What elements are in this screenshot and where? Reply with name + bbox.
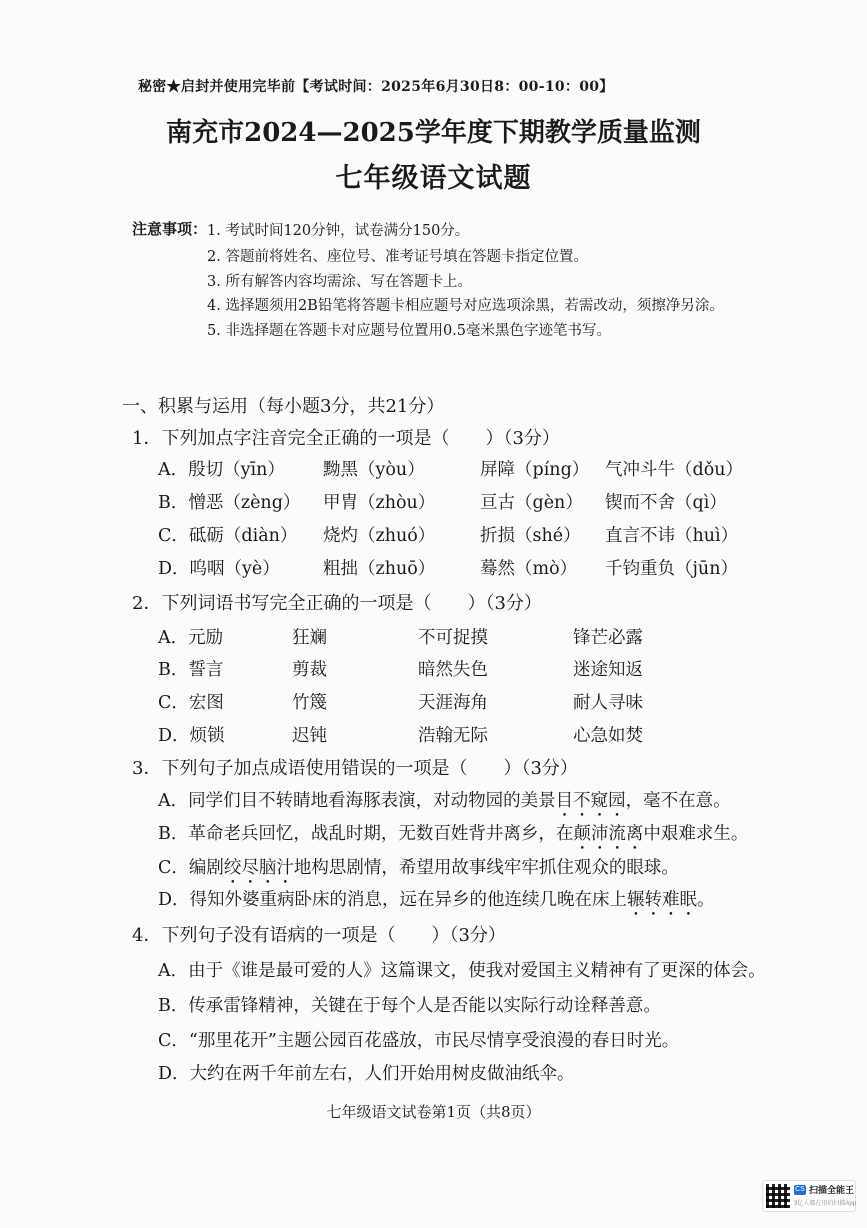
q4-option-b: B．传承雷锋精神，关键在于每个人是否能以实际行动诠释善意。 bbox=[158, 996, 661, 1016]
notice-item: 3. 所有解答内容均需涂、写在答题卡上。 bbox=[207, 274, 472, 290]
q4-option-a: A．由于《谁是最可爱的人》这篇课文，使我对爱国主义精神有了更深的体会。 bbox=[158, 961, 766, 981]
q2-c-1: C．宏图 bbox=[158, 693, 224, 713]
q4-option-c: C．“那里花开”主题公园百花盛放，市民尽情享受浪漫的春日时光。 bbox=[158, 1031, 680, 1051]
q2-a-3: 不可捉摸 bbox=[418, 628, 488, 648]
q2-a-4: 锋芒必露 bbox=[573, 628, 643, 648]
q3-a-text: A．同学们目不转睛地看海豚表演，对动物园的美景 bbox=[158, 791, 556, 811]
q1-c-1: C．砥砺（diàn） bbox=[158, 526, 298, 546]
q1-d-3: 蓦然（mò） bbox=[480, 559, 578, 579]
q2-d-3: 浩翰无际 bbox=[418, 726, 488, 746]
question-1-stem: 1．下列加点字注音完全正确的一项是（ ）（3分） bbox=[132, 428, 560, 449]
q3-option-b bbox=[158, 820, 748, 854]
q4-option-d: D．大约在两千年前左右，人们开始用树皮做油纸伞。 bbox=[158, 1064, 575, 1084]
q3-a-idiom: 目不窥园 bbox=[555, 791, 626, 811]
q2-b-2: 剪裁 bbox=[292, 660, 327, 680]
question-3-stem: 3．下列句子加点成语使用错误的一项是（ ）（3分） bbox=[132, 758, 578, 779]
q3-b-text-end: 中艰难求生。 bbox=[643, 824, 749, 844]
section-heading: 一、积累与运用（每小题3分，共21分） bbox=[122, 396, 445, 417]
question-2-stem: 2．下列词语书写完全正确的一项是（ ）（3分） bbox=[132, 593, 542, 614]
q3-d-idiom: 辗转难眠 bbox=[627, 890, 698, 910]
scanner-app-tagline: 3亿人都在用的扫描App bbox=[794, 1201, 857, 1207]
q2-d-2: 迟钝 bbox=[292, 726, 327, 746]
qr-code-icon bbox=[766, 1184, 790, 1208]
q1-c-2: 烧灼（zhuó） bbox=[323, 526, 436, 546]
q2-a-1: A．元励 bbox=[158, 628, 224, 648]
q3-b-idiom: 颠沛流离 bbox=[573, 824, 644, 844]
q3-option-a bbox=[158, 787, 731, 821]
exam-subtitle: 七年级语文试题 bbox=[335, 163, 532, 194]
q3-a-text-end: ，毫不在意。 bbox=[625, 791, 731, 811]
q1-c-4: 直言不讳（huì） bbox=[605, 526, 739, 546]
notice-label: 注意事项： bbox=[132, 220, 208, 238]
q3-b-text: B．革命老兵回忆，战乱时期，无数百姓背井离乡，在 bbox=[158, 824, 574, 844]
cs-logo-icon: CS bbox=[795, 1186, 805, 1193]
q1-b-4: 锲而不舍（qì） bbox=[605, 493, 727, 513]
confidential-header: 秘密★启封并使用完毕前【考试时间：2025年6月30日8：00-10：00】 bbox=[138, 79, 614, 95]
q2-c-2: 竹篾 bbox=[292, 693, 327, 713]
q2-b-3: 暗然失色 bbox=[418, 660, 488, 680]
notice-item: 1. 考试时间120分钟，试卷满分150分。 bbox=[207, 223, 470, 239]
q1-a-1: A．殷切（yīn） bbox=[158, 460, 285, 480]
q2-c-3: 天涯海角 bbox=[418, 693, 488, 713]
notice-item: 2. 答题前将姓名、座位号、准考证号填在答题卡指定位置。 bbox=[207, 249, 588, 265]
q1-a-3: 屏障（píng） bbox=[480, 460, 590, 480]
q2-a-2: 狂斓 bbox=[292, 628, 327, 648]
q3-d-text-end: 。 bbox=[697, 890, 715, 910]
q1-b-3: 亘古（gèn） bbox=[480, 493, 583, 513]
q3-c-idiom: 绞尽脑汁 bbox=[223, 858, 294, 878]
q2-c-4: 耐人寻味 bbox=[573, 693, 643, 713]
notice-item: 4. 选择题须用2B铅笔将答题卡相应题号对应选项涂黑，若需改动，须擦净另涂。 bbox=[207, 298, 724, 314]
q1-a-4: 气冲斗牛（dǒu） bbox=[605, 460, 744, 480]
q1-c-3: 折损（shé） bbox=[480, 526, 581, 546]
question-4-stem: 4．下列句子没有语病的一项是（ ）（3分） bbox=[132, 925, 506, 946]
scanner-watermark bbox=[762, 1180, 856, 1212]
scanner-app-name: 扫描全能王 bbox=[809, 1185, 855, 1195]
q2-b-4: 迷途知返 bbox=[573, 660, 643, 680]
q1-d-4: 千钧重负（jūn） bbox=[605, 559, 738, 579]
q1-b-1: B．憎恶（zèng） bbox=[158, 493, 301, 513]
notice-item: 5. 非选择题在答题卡对应题号位置用0.5毫米黑色字迹笔书写。 bbox=[207, 323, 612, 339]
q2-d-1: D．烦锁 bbox=[158, 726, 225, 746]
q1-d-2: 粗拙（zhuō） bbox=[323, 559, 436, 579]
exam-title: 南充市2024—2025学年度下期教学质量监测 bbox=[166, 118, 701, 148]
q3-option-c bbox=[158, 854, 679, 888]
page-footer: 七年级语文试卷第1页（共8页） bbox=[326, 1103, 541, 1121]
q3-option-d bbox=[158, 886, 715, 920]
q1-b-2: 甲胄（zhòu） bbox=[323, 493, 436, 513]
q3-c-text-end: 地构思剧情，希望用故事线牢牢抓住观众的眼球。 bbox=[293, 858, 679, 878]
q1-d-1: D．呜咽（yè） bbox=[158, 559, 280, 579]
q3-d-text: D．得知外婆重病卧床的消息，远在异乡的他连续几晚在床上 bbox=[158, 890, 628, 910]
q3-c-text: C．编剧 bbox=[158, 858, 224, 878]
q2-b-1: B．誓言 bbox=[158, 660, 224, 680]
q1-a-2: 黝黑（yòu） bbox=[323, 460, 425, 480]
q2-d-4: 心急如焚 bbox=[573, 726, 643, 746]
